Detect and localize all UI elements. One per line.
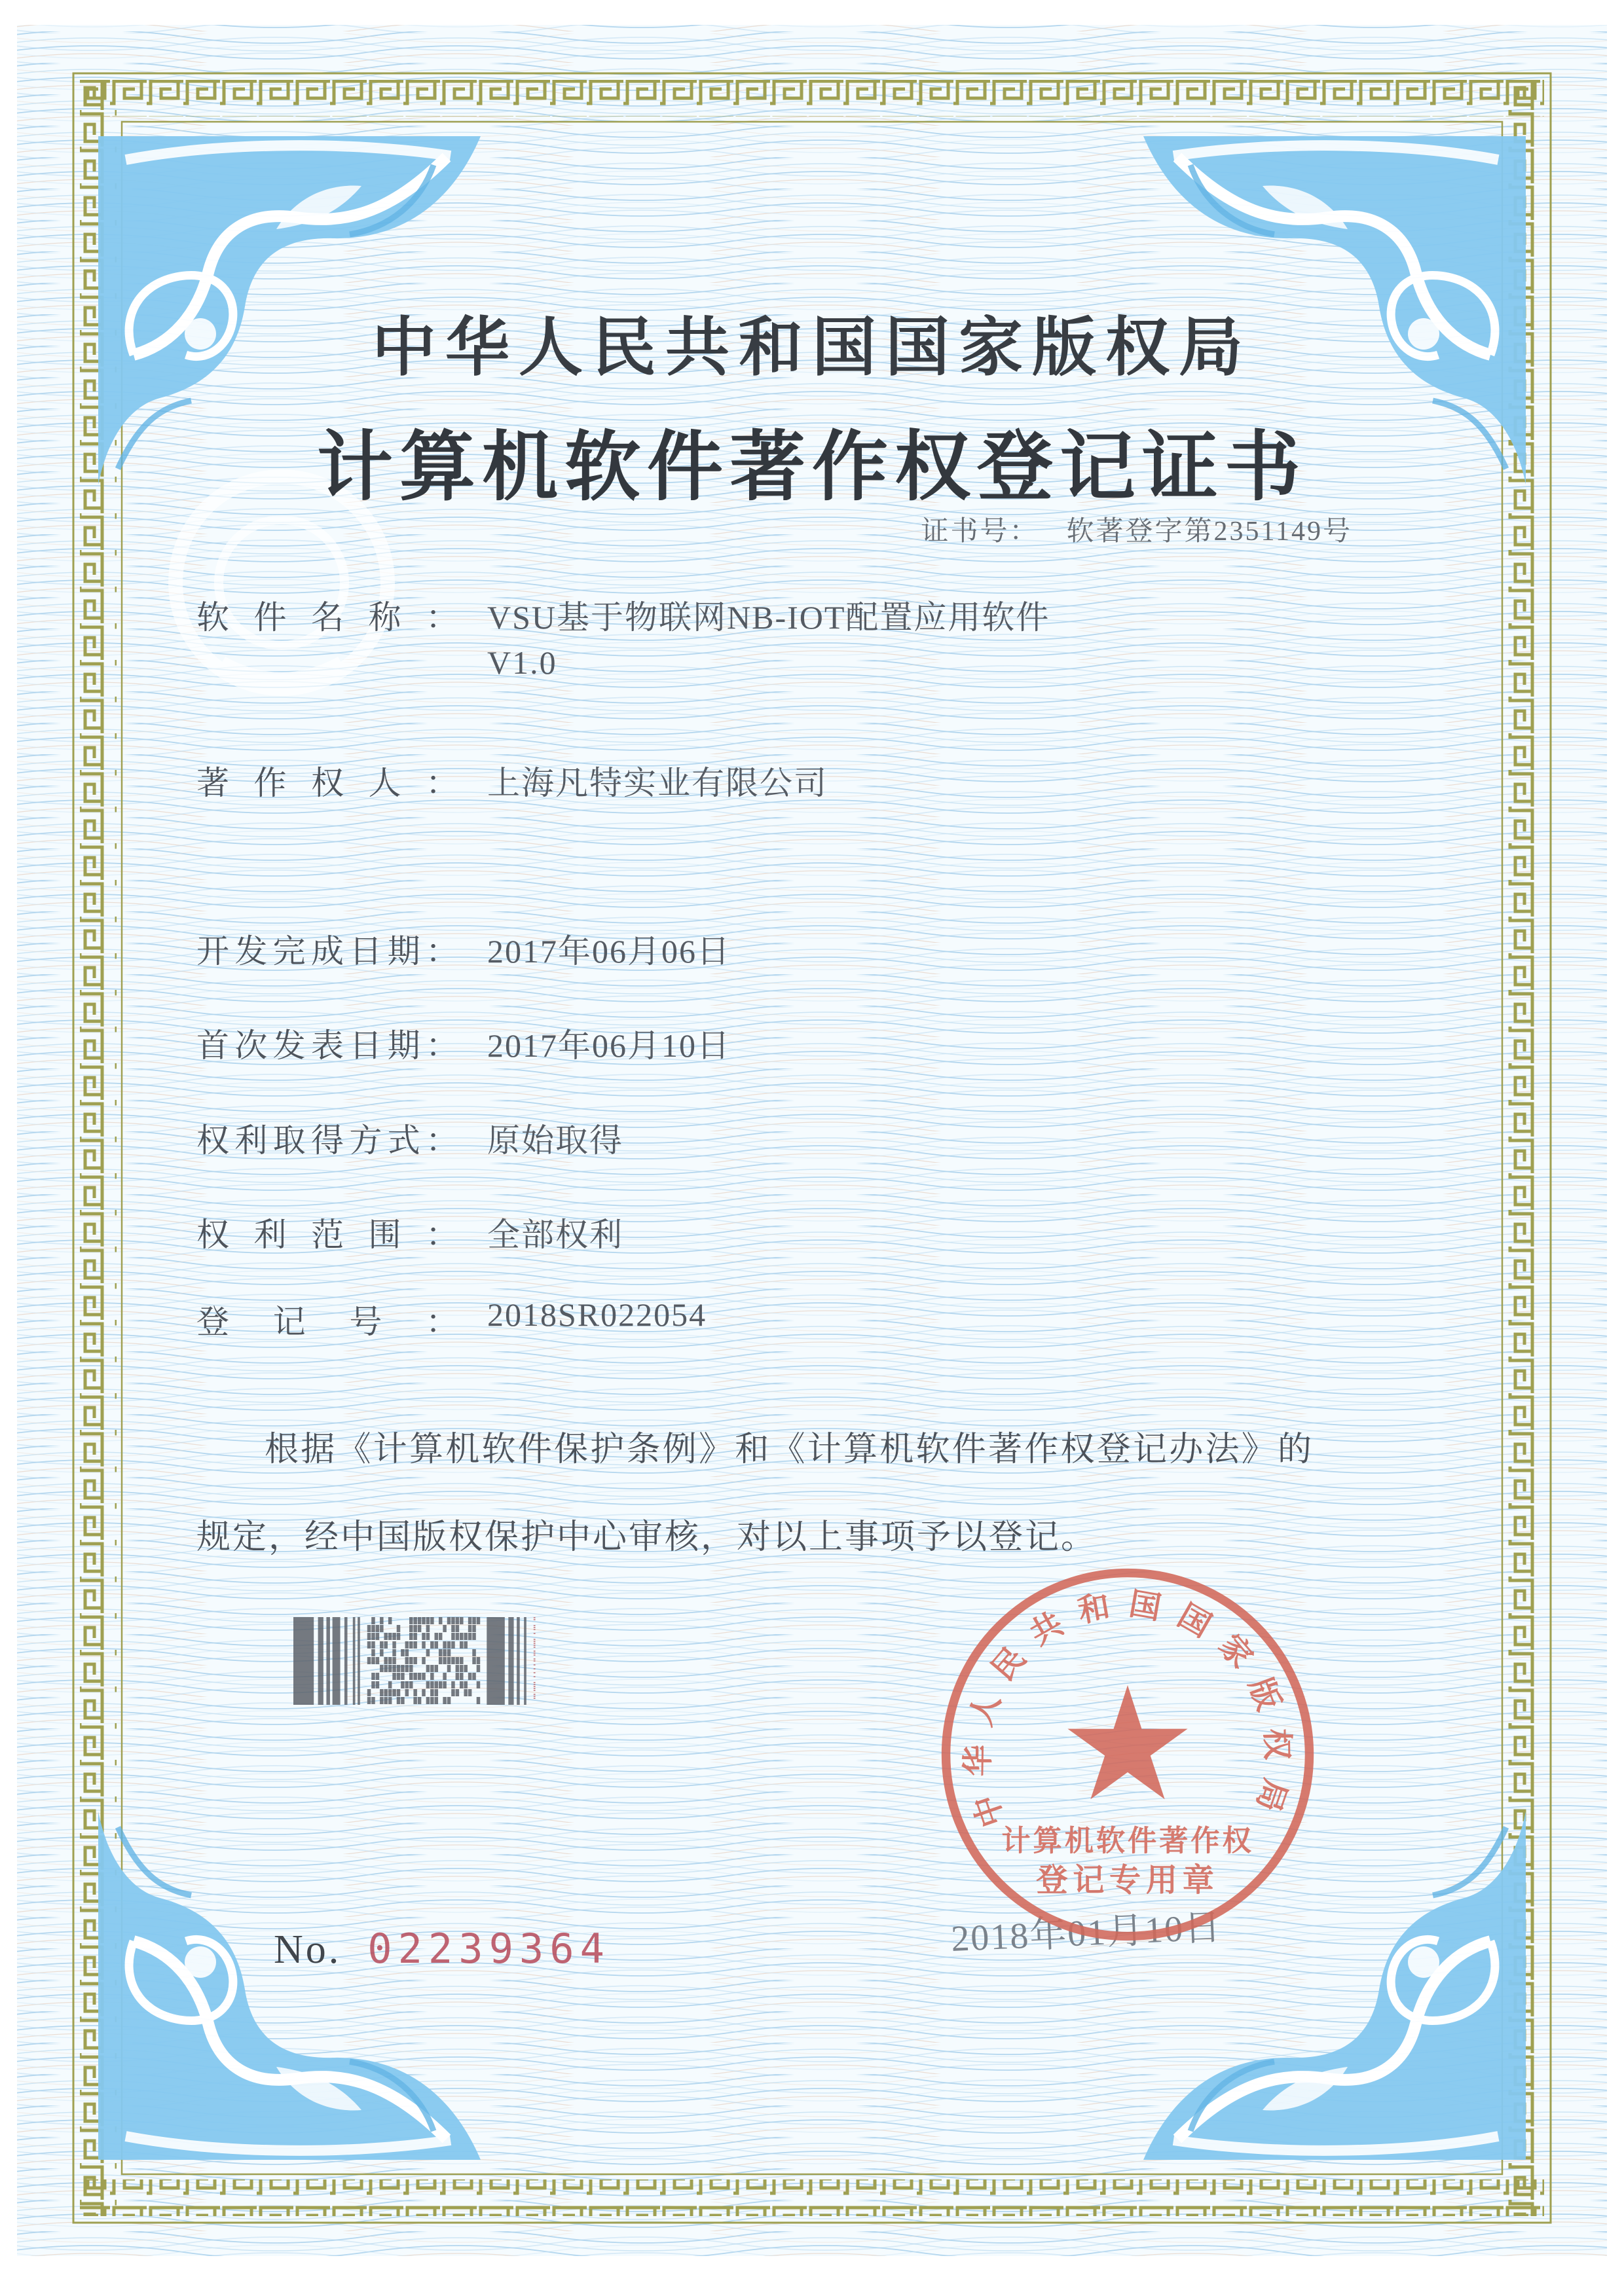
field-value: VSU基于物联网NB-IOT配置应用软件 <box>487 599 1050 636</box>
field-label: 登记号： <box>196 1303 458 1340</box>
field-value: 全部权利 <box>487 1216 623 1253</box>
certificate-number-line <box>921 509 1352 549</box>
serial-number-line <box>274 1925 610 1973</box>
field-row-first-publish-date <box>196 1019 731 1066</box>
certificate-number-value: 软著登字第2351149号 <box>1066 517 1352 547</box>
seal-ring-text: 中华人民共和国国家版权局 <box>961 1586 1295 1832</box>
field-label: 权利取得方式： <box>196 1122 458 1159</box>
field-value: 原始取得 <box>487 1122 623 1159</box>
field-row-copyright-owner <box>196 757 828 804</box>
pdf417-barcode <box>293 1617 540 1705</box>
seal-line1: 计算机软件著作权 <box>1001 1825 1254 1857</box>
field-value: 上海凡特实业有限公司 <box>487 765 828 801</box>
issuing-authority-title: 中华人民共和国国家版权局 <box>371 313 1252 384</box>
field-label: 权利范围： <box>196 1216 458 1253</box>
field-row-dev-complete-date <box>196 925 731 972</box>
seal-line2: 登记专用章 <box>1036 1863 1219 1899</box>
field-value: 2017年06月10日 <box>487 1027 731 1064</box>
field-row-rights-acquisition <box>196 1114 623 1161</box>
field-row-registration-number <box>196 1296 707 1343</box>
serial-label: No. <box>274 1927 342 1972</box>
registration-statement: 根据《计算机软件保护条例》和《计算机软件著作权登记办法》的规定，经中国版权保护中心审核，对以上事项予以登记。 <box>196 1431 1314 1556</box>
seal-star-icon <box>1067 1685 1187 1799</box>
field-label: 首次发表日期： <box>196 1027 458 1064</box>
field-label: 著作权人： <box>196 765 458 801</box>
official-seal <box>938 1565 1317 1944</box>
certificate-title: 计算机软件著作权登记证书 <box>317 426 1307 510</box>
field-value: 2018SR022054 <box>487 1296 707 1333</box>
field-row-software-name-line2 <box>196 644 557 682</box>
field-value-version: V1.0 <box>487 644 557 681</box>
field-label: 开发完成日期： <box>196 933 458 970</box>
field-label: 软件名称： <box>196 599 458 636</box>
certificate-number-label: 证书号： <box>921 517 1039 547</box>
issue-date: 2018年01月10日 <box>950 1906 1223 1959</box>
field-row-rights-scope <box>196 1209 623 1256</box>
serial-number: 02239364 <box>367 1925 610 1973</box>
field-value: 2017年06月06日 <box>487 933 731 970</box>
field-row-software-name <box>196 591 1050 638</box>
